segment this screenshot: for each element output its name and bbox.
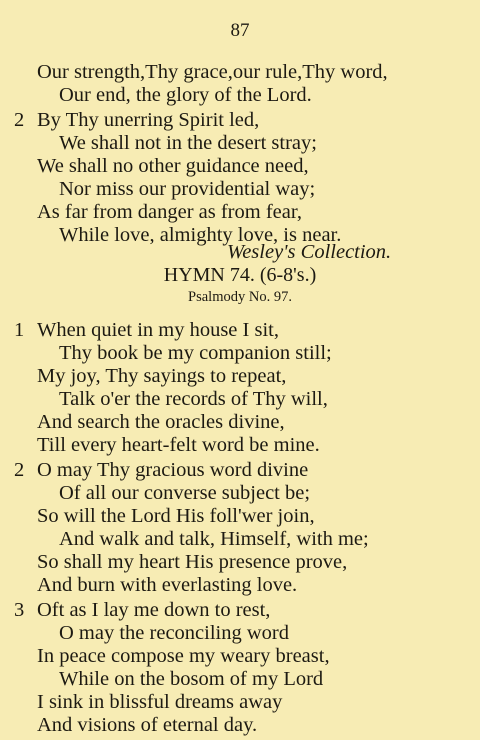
- verse-number: 1: [14, 319, 25, 341]
- verse-line: By Thy unerring Spirit led,: [37, 109, 260, 131]
- page-number: 87: [230, 20, 250, 41]
- verse-line: While love, almighty love, is near.: [59, 224, 342, 246]
- verse-line: And search the oracles divine,: [37, 411, 285, 433]
- verse-line: And visions of eternal day.: [37, 714, 258, 736]
- verse-line: While on the bosom of my Lord: [59, 668, 324, 690]
- verse-number: 3: [14, 599, 25, 621]
- verse-line: Talk o'er the records of Thy will,: [59, 388, 328, 410]
- hymn-title: HYMN 74. (6-8's.): [163, 264, 317, 286]
- verse-line: Oft as I lay me down to rest,: [37, 599, 271, 621]
- verse-line: Thy book be my companion still;: [59, 342, 332, 364]
- verse-line: We shall not in the desert stray;: [59, 132, 317, 154]
- verse-line: Of all our converse subject be;: [59, 482, 311, 504]
- top-line-1: Our strength,Thy grace,our rule,Thy word,: [37, 61, 388, 83]
- verse-line: And burn with everlasting love.: [37, 574, 298, 596]
- tune-reference: Psalmody No. 97.: [188, 289, 292, 305]
- verse-line: Nor miss our providential way;: [59, 178, 316, 200]
- verse-number: 2: [14, 459, 25, 481]
- verse-line: So shall my heart His presence prove,: [37, 551, 348, 573]
- verse-line: We shall no other guidance need,: [37, 155, 309, 177]
- verse-line: In peace compose my weary breast,: [37, 645, 330, 667]
- verse-line: As far from danger as from fear,: [37, 201, 302, 223]
- verse-line: I sink in blissful dreams away: [37, 691, 283, 713]
- verse-line: And walk and talk, Himself, with me;: [59, 528, 369, 550]
- attribution: Wesley's Collection.: [227, 241, 392, 263]
- verse-line: O may the reconciling word: [59, 622, 289, 644]
- verse-line: Till every heart-felt word be mine.: [37, 434, 320, 456]
- top-line-2: Our end, the glory of the Lord.: [59, 84, 312, 106]
- verse-line: O may Thy gracious word divine: [37, 459, 309, 481]
- verse-line: When quiet in my house I sit,: [37, 319, 279, 341]
- verse-line: So will the Lord His foll'wer join,: [37, 505, 315, 527]
- verse-number: 2: [14, 109, 25, 131]
- verse-line: My joy, Thy sayings to repeat,: [37, 365, 287, 387]
